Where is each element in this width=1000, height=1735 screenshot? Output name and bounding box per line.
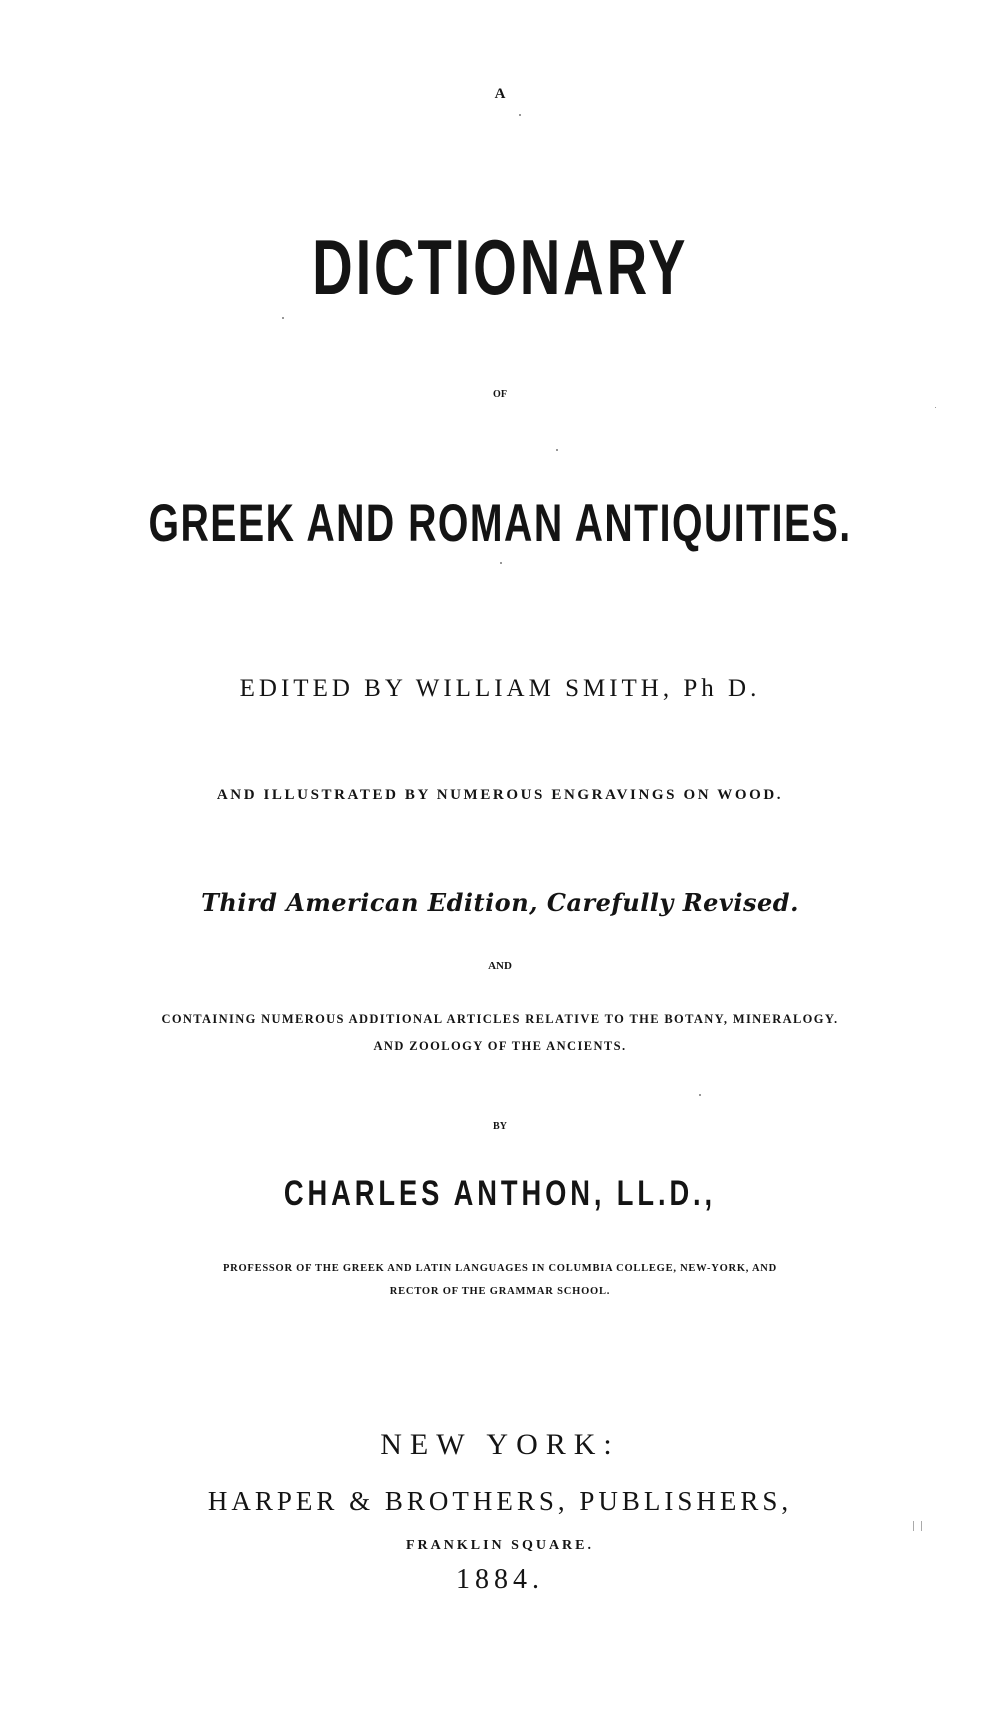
scan-speck <box>913 1521 914 1531</box>
scan-speck <box>699 1094 701 1096</box>
imprint-publisher: HARPER & BROTHERS, PUBLISHERS, <box>207 1486 793 1516</box>
scan-speck <box>921 1521 922 1531</box>
author-title-line-2: RECTOR OF THE GRAMMAR SCHOOL. <box>389 1286 611 1297</box>
by-connector: BY <box>493 1121 507 1132</box>
containing-line-1: CONTAINING NUMEROUS ADDITIONAL ARTICLES RELATIVE TO THE BOTANY, MINERALOGY. <box>161 1012 839 1026</box>
editor-line: EDITED BY WILLIAM SMITH, Ph D. <box>239 675 761 702</box>
illustration-line: AND ILLUSTRATED BY NUMEROUS ENGRAVINGS ON WOOD. <box>216 787 784 803</box>
imprint-address: FRANKLIN SQUARE. <box>405 1538 594 1553</box>
author-title-line-1: PROFESSOR OF THE GREEK AND LATIN LANGUAGES IN COLUMBIA COLLEGE, NEW-YORK, AND <box>223 1263 777 1274</box>
main-title: DICTIONARY <box>311 223 689 311</box>
and-connector: AND <box>488 960 512 972</box>
subject-title: GREEK AND ROMAN ANTIQUITIES. <box>148 494 852 553</box>
imprint-year: 1884. <box>456 1564 544 1595</box>
author-name: CHARLES ANTHON, LL.D., <box>283 1174 717 1213</box>
imprint-city: NEW YORK: <box>380 1428 620 1461</box>
scan-speck <box>500 562 502 564</box>
scan-speck <box>282 317 284 319</box>
edition-line: Third American Edition, Carefully Revised. <box>201 888 799 917</box>
title-article: A <box>494 86 506 102</box>
scan-speck <box>519 114 521 116</box>
containing-line-2: AND ZOOLOGY OF THE ANCIENTS. <box>373 1039 627 1053</box>
scan-speck <box>935 407 936 408</box>
title-of: OF <box>493 389 507 400</box>
scan-speck <box>556 449 558 451</box>
